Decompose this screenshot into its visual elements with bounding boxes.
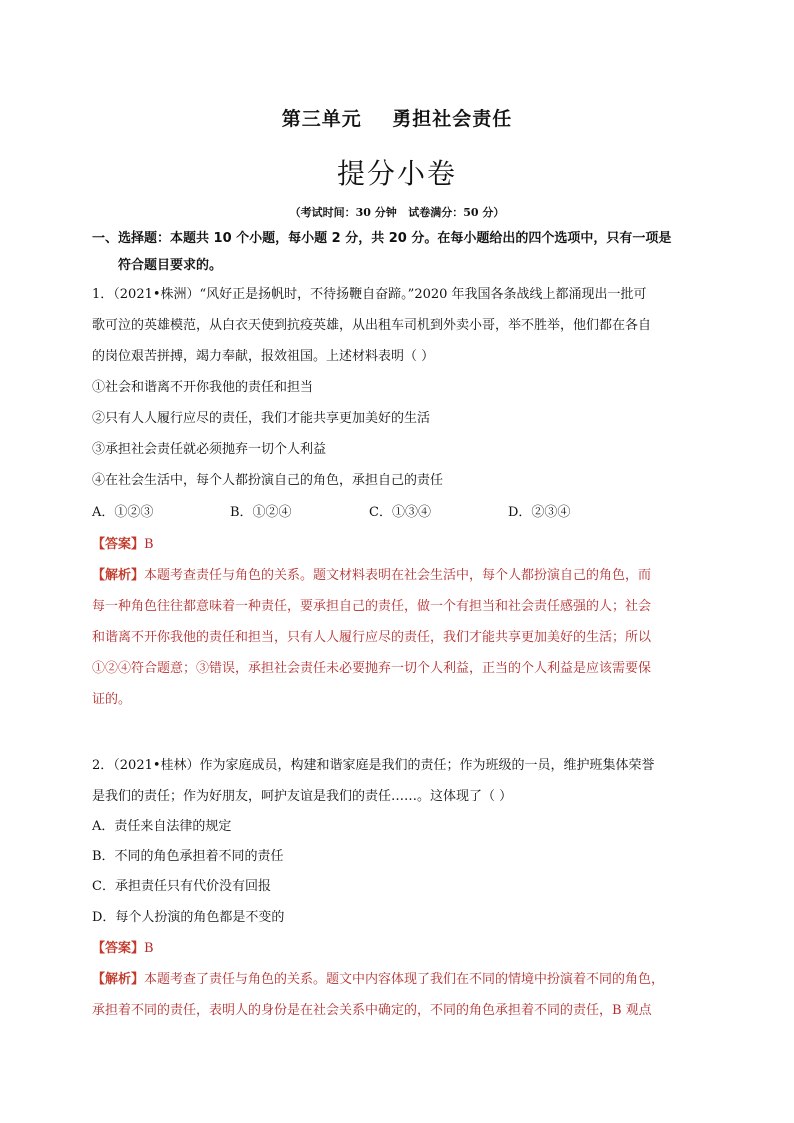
q2-option-d: D．每个人扮演的角色都是不变的 [92, 910, 285, 925]
q1-option-d: D．②③④ [508, 505, 571, 520]
main-title: 提分小卷 [336, 157, 457, 190]
q1-analysis-line-1 [92, 566, 651, 586]
q1-analysis-line-4: ①②④符合题意；③错误，承担社会责任未必要抛弃一切个人利益，正当的个人利益是应该需要保 [92, 661, 652, 676]
q1-analysis-line-5: 证的。 [92, 692, 132, 707]
q1-option-b: B．①②④ [230, 505, 292, 520]
q1-statement-4: ④在社会生活中，每个人都扮演自己的角色，承担自己的责任 [92, 473, 444, 488]
q1-answer-tag: 【答案】 [92, 537, 145, 552]
q2-analysis-tag: 【解析】 [92, 972, 145, 987]
q2-stem-line-1: 2．（2021•桂林）作为家庭成员，构建和谐家庭是我们的责任；作为班级的一员，维护班集体荣誉 [92, 758, 655, 773]
q1-option-c: C．①③④ [369, 505, 431, 520]
q1-statement-2: ②只有人人履行应尽的责任，我们才能共享更加美好的生活 [92, 411, 431, 426]
q1-analysis-line-3: 和谐离不开你我他的责任和担当，只有人人履行应尽的责任，我们才能共享更加美好的生活；所以 [92, 630, 652, 645]
q2-analysis-line-2: 承担着不同的责任，表明人的身份是在社会关系中确定的，不同的角色承担着不同的责任，B 观点 [92, 1003, 652, 1018]
q1-statement-3: ③承担社会责任就必须抛弃一切个人利益 [92, 442, 327, 457]
q1-statement-1: ①社会和谐离不开你我他的责任和担当 [92, 380, 314, 395]
q2-analysis-text-1: 本题考查了责任与角色的关系。题文中内容体现了我们在不同的情境中扮演着不同的角色， [144, 972, 665, 987]
q2-option-c: C．承担责任只有代价没有回报 [92, 879, 271, 894]
q2-option-b: B．不同的角色承担着不同的责任 [92, 849, 284, 864]
q1-stem-line-1: 1．（2021•株洲）“风好正是扬帆时，不待扬鞭自奋蹄。”2020 年我国各条战线上都涌现出一批可 [92, 287, 647, 302]
q1-stem-line-3: 的岗位艰苦拼搏，竭力奉献，报效祖国。上述材料表明（ ） [92, 349, 435, 364]
q2-analysis-line-1 [92, 970, 664, 990]
q2-stem-line-2: 是我们的责任；作为好朋友，呵护友谊是我们的责任……。这体现了（ ） [92, 789, 513, 804]
section-header-line-1: 一、选择题：本题共 10 个小题，每小题 2 分，共 20 分。在每小题给出的四个选项中，只有一项是 [92, 231, 672, 246]
q1-answer [92, 535, 154, 555]
exam-info: （考试时间：30 分钟 试卷满分：50 分） [289, 206, 505, 219]
section-header-line-2: 符合题目要求的。 [118, 258, 223, 273]
q1-analysis-line-2: 每一种角色往往都意味着一种责任，要承担自己的责任，做一个有担当和社会责任感强的人；社会 [92, 599, 652, 614]
q2-option-a: A．责任来自法律的规定 [92, 819, 232, 834]
q2-answer-value: B [144, 941, 154, 956]
q1-option-a: A．①②③ [92, 505, 154, 520]
q1-answer-value: B [144, 537, 154, 552]
q1-stem-line-2: 歌可泣的英雄模范，从白衣天使到抗疫英雄，从出租车司机到外卖小哥，举不胜举，他们都在各自 [92, 318, 652, 333]
q1-analysis-text-1: 本题考查责任与角色的关系。题文材料表明在社会生活中，每个人都扮演自己的角色，而 [144, 568, 652, 583]
q2-answer [92, 939, 154, 959]
unit-title: 第三单元 勇担社会责任 [281, 108, 513, 130]
q1-analysis-tag: 【解析】 [92, 568, 145, 583]
q2-answer-tag: 【答案】 [92, 941, 145, 956]
